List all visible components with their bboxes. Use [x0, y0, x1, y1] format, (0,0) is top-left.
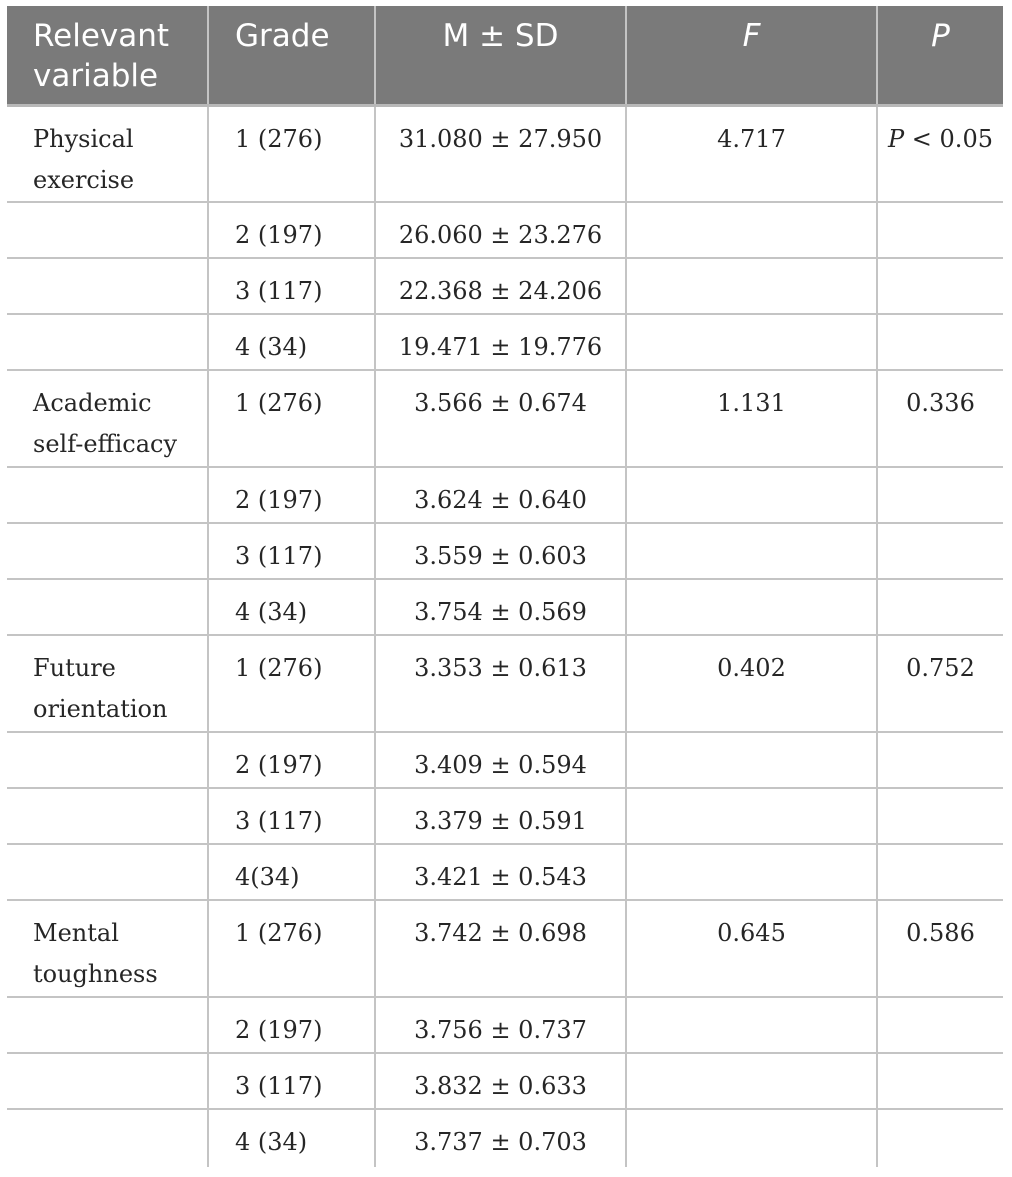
f-value-cell [626, 788, 877, 844]
p-value-cell [877, 997, 1003, 1053]
p-value-cell: 0.336 [877, 370, 1003, 467]
variable-cell [7, 1053, 208, 1109]
f-value-cell: 4.717 [626, 105, 877, 202]
p-value-cell [877, 788, 1003, 844]
f-value-cell [626, 202, 877, 258]
mean-sd-cell: 3.832 ± 0.633 [375, 1053, 626, 1109]
grade-cell: 2 (197) [208, 997, 375, 1053]
grade-cell: 1 (276) [208, 635, 375, 732]
mean-sd-cell: 3.566 ± 0.674 [375, 370, 626, 467]
grade-cell: 3 (117) [208, 523, 375, 579]
f-value-cell [626, 997, 877, 1053]
f-value-cell: 0.402 [626, 635, 877, 732]
table-row [7, 202, 1003, 258]
table-row [7, 844, 1003, 900]
mean-sd-cell: 19.471 ± 19.776 [375, 314, 626, 370]
variable-cell [7, 523, 208, 579]
p-value-cell [877, 314, 1003, 370]
f-value-cell [626, 314, 877, 370]
variable-cell [7, 732, 208, 788]
grade-cell: 4(34) [208, 844, 375, 900]
header-p: P [877, 6, 1003, 105]
mean-sd-cell: 31.080 ± 27.950 [375, 105, 626, 202]
p-value-cell [877, 258, 1003, 314]
variable-cell [7, 579, 208, 635]
grade-cell: 4 (34) [208, 579, 375, 635]
p-value-cell [877, 1109, 1003, 1167]
table-row [7, 788, 1003, 844]
table-row [7, 467, 1003, 523]
table-row [7, 635, 1003, 732]
f-value-cell [626, 1109, 877, 1167]
table-row [7, 579, 1003, 635]
table-row [7, 523, 1003, 579]
mean-sd-cell: 3.754 ± 0.569 [375, 579, 626, 635]
table-row [7, 370, 1003, 467]
grade-cell: 2 (197) [208, 202, 375, 258]
p-value-cell: 0.752 [877, 635, 1003, 732]
variable-cell [7, 788, 208, 844]
table-row [7, 1053, 1003, 1109]
grade-cell: 3 (117) [208, 788, 375, 844]
grade-cell: 2 (197) [208, 467, 375, 523]
variable-cell: Physical exercise [7, 105, 208, 202]
variable-cell: Future orientation [7, 635, 208, 732]
variable-cell [7, 314, 208, 370]
variable-cell: Academic self-efficacy [7, 370, 208, 467]
header-f: F [626, 6, 877, 105]
mean-sd-cell: 3.737 ± 0.703 [375, 1109, 626, 1167]
p-value-cell [877, 105, 1003, 202]
p-value-cell [877, 523, 1003, 579]
p-value-cell [877, 202, 1003, 258]
table-row [7, 1109, 1003, 1167]
f-value-cell [626, 579, 877, 635]
p-value-cell [877, 732, 1003, 788]
f-value-cell [626, 1053, 877, 1109]
header-mean-sd: M ± SD [375, 6, 626, 105]
table-row [7, 732, 1003, 788]
header-grade: Grade [208, 6, 375, 105]
mean-sd-cell: 3.409 ± 0.594 [375, 732, 626, 788]
grade-cell: 3 (117) [208, 258, 375, 314]
header-row [7, 6, 1003, 105]
f-value-cell [626, 523, 877, 579]
mean-sd-cell: 3.421 ± 0.543 [375, 844, 626, 900]
variable-cell [7, 258, 208, 314]
table-row [7, 105, 1003, 202]
table-row [7, 997, 1003, 1053]
variable-cell [7, 467, 208, 523]
anova-table [7, 6, 1003, 1167]
mean-sd-cell: 3.353 ± 0.613 [375, 635, 626, 732]
mean-sd-cell: 26.060 ± 23.276 [375, 202, 626, 258]
p-value-cell [877, 844, 1003, 900]
p-value-cell [877, 579, 1003, 635]
grade-cell: 1 (276) [208, 105, 375, 202]
variable-cell [7, 844, 208, 900]
mean-sd-cell: 3.742 ± 0.698 [375, 900, 626, 997]
grade-cell: 4 (34) [208, 1109, 375, 1167]
f-value-cell [626, 844, 877, 900]
p-symbol: P [888, 124, 905, 153]
variable-cell [7, 997, 208, 1053]
f-value-cell [626, 467, 877, 523]
grade-cell: 1 (276) [208, 900, 375, 997]
header-relevant-variable: Relevant variable [7, 6, 208, 105]
mean-sd-cell: 3.559 ± 0.603 [375, 523, 626, 579]
mean-sd-cell: 3.379 ± 0.591 [375, 788, 626, 844]
p-value-cell [877, 467, 1003, 523]
table-row [7, 900, 1003, 997]
f-value-cell [626, 258, 877, 314]
grade-cell: 1 (276) [208, 370, 375, 467]
variable-cell [7, 1109, 208, 1167]
variable-cell: Mental toughness [7, 900, 208, 997]
f-value-cell [626, 732, 877, 788]
f-value-cell: 1.131 [626, 370, 877, 467]
p-value-cell: 0.586 [877, 900, 1003, 997]
grade-cell: 4 (34) [208, 314, 375, 370]
f-value-cell: 0.645 [626, 900, 877, 997]
mean-sd-cell: 22.368 ± 24.206 [375, 258, 626, 314]
table-row [7, 314, 1003, 370]
p-value-cell [877, 1053, 1003, 1109]
p-threshold: < 0.05 [904, 124, 993, 153]
variable-cell [7, 202, 208, 258]
table-row [7, 258, 1003, 314]
grade-cell: 3 (117) [208, 1053, 375, 1109]
grade-cell: 2 (197) [208, 732, 375, 788]
mean-sd-cell: 3.624 ± 0.640 [375, 467, 626, 523]
mean-sd-cell: 3.756 ± 0.737 [375, 997, 626, 1053]
